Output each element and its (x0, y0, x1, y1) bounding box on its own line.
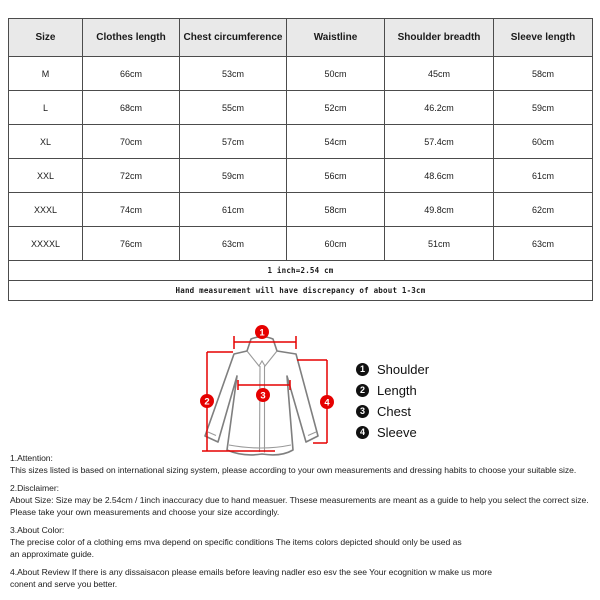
value-cell: 72cm (83, 159, 180, 193)
marker-shoulder-number: 1 (259, 327, 265, 339)
legend-number-badge: 3 (356, 405, 369, 418)
value-cell: 59cm (494, 91, 593, 125)
value-cell: 52cm (287, 91, 385, 125)
value-cell: 59cm (180, 159, 287, 193)
marker-length-number: 2 (204, 396, 210, 408)
table-row (9, 57, 593, 91)
column-header-sleeve-length: Sleeve length (494, 19, 593, 57)
note-about-review (10, 566, 598, 590)
legend-label: Chest (377, 404, 411, 419)
legend-label: Length (377, 383, 417, 398)
value-cell: 63cm (494, 227, 593, 261)
value-cell: 63cm (180, 227, 287, 261)
table-row (9, 125, 593, 159)
value-cell: 54cm (287, 125, 385, 159)
legend-number-badge: 2 (356, 384, 369, 397)
note-line: Please take your own measurements and choose your size accordingly. (10, 507, 280, 517)
table-row (9, 91, 593, 125)
legend-number-badge: 4 (356, 426, 369, 439)
table-row (9, 227, 593, 261)
value-cell: 46.2cm (385, 91, 494, 125)
note-heading: 2.Disclaimer: (10, 483, 60, 493)
shirt-diagram (175, 318, 485, 463)
note-about-color (10, 524, 598, 560)
size-cell: XXXXL (9, 227, 83, 261)
column-header-waistline: Waistline (287, 19, 385, 57)
value-cell: 58cm (287, 193, 385, 227)
value-cell: 45cm (385, 57, 494, 91)
footnote-row (9, 261, 593, 281)
value-cell: 49.8cm (385, 193, 494, 227)
value-cell: 76cm (83, 227, 180, 261)
value-cell: 57cm (180, 125, 287, 159)
diagram-legend (356, 362, 429, 446)
size-cell: L (9, 91, 83, 125)
note-attention (10, 452, 598, 476)
marker-sleeve-number: 4 (324, 397, 330, 409)
legend-item-chest (356, 404, 429, 419)
value-cell: 51cm (385, 227, 494, 261)
note-line: About Size: Size may be 2.54cm / 1inch inaccuracy due to hand measuer. Thsese measurements are meant as a guide to help you select the correct size. (10, 495, 589, 505)
value-cell: 58cm (494, 57, 593, 91)
value-cell: 55cm (180, 91, 287, 125)
size-cell: XXL (9, 159, 83, 193)
column-header-chest-circumference: Chest circumference (180, 19, 287, 57)
value-cell: 50cm (287, 57, 385, 91)
legend-item-sleeve (356, 425, 429, 440)
note-line: an approximate guide. (10, 549, 94, 559)
value-cell: 60cm (494, 125, 593, 159)
table-row (9, 159, 593, 193)
table-row (9, 193, 593, 227)
size-cell: XL (9, 125, 83, 159)
inch-conversion-note: 1 inch=2.54 cm (9, 261, 593, 281)
value-cell: 70cm (83, 125, 180, 159)
legend-label: Shoulder (377, 362, 430, 377)
column-header-clothes-length: Clothes length (83, 19, 180, 57)
legend-number-badge: 1 (356, 363, 369, 376)
value-cell: 57.4cm (385, 125, 494, 159)
size-chart-table (8, 18, 593, 301)
marker-chest-number: 3 (260, 390, 266, 402)
legend-item-length (356, 383, 429, 398)
value-cell: 62cm (494, 193, 593, 227)
note-heading: 1.Attention: (10, 453, 53, 463)
value-cell: 61cm (180, 193, 287, 227)
footnote-row (9, 281, 593, 301)
column-header-shoulder-breadth: Shoulder breadth (385, 19, 494, 57)
value-cell: 53cm (180, 57, 287, 91)
value-cell: 61cm (494, 159, 593, 193)
notes-section (10, 452, 598, 596)
measurement-discrepancy-note: Hand measurement will have discrepancy of about 1-3cm (9, 281, 593, 301)
size-cell: XXXL (9, 193, 83, 227)
note-line: conent and serve you better. (10, 579, 118, 589)
column-header-size: Size (9, 19, 83, 57)
note-line: This sizes listed is based on international sizing system, please according to your own measurements and dressing habits to choose your suitable size. (10, 465, 577, 475)
note-line: The precise color of a clothing ems mva depend on specific conditions The items colors depicted should only be used as (10, 537, 462, 547)
note-heading: 3.About Color: (10, 525, 65, 535)
legend-label: Sleeve (377, 425, 417, 440)
value-cell: 48.6cm (385, 159, 494, 193)
legend-item-shoulder (356, 362, 429, 377)
value-cell: 60cm (287, 227, 385, 261)
note-line: 4.About Review If there is any dissaisacon please emails before leaving nadler eso esv the see Your ecognition w make us more (10, 567, 492, 577)
note-disclaimer (10, 482, 598, 518)
value-cell: 68cm (83, 91, 180, 125)
size-cell: M (9, 57, 83, 91)
value-cell: 66cm (83, 57, 180, 91)
value-cell: 74cm (83, 193, 180, 227)
value-cell: 56cm (287, 159, 385, 193)
header-row (9, 19, 593, 57)
